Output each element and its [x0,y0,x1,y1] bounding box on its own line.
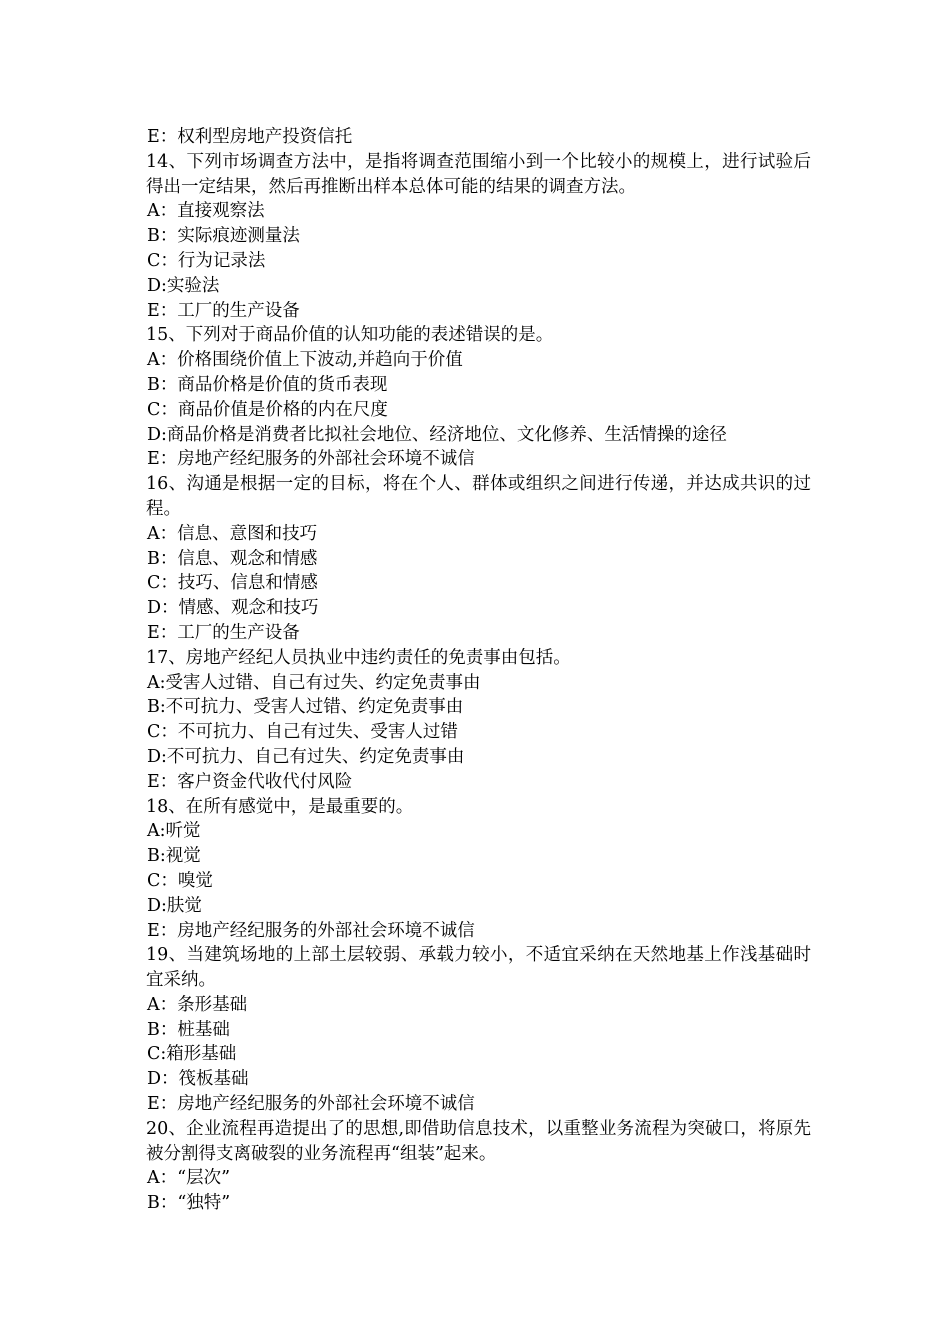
question-18-option-d: D:肤觉 [147,895,202,916]
question-17-option-c: C：不可抗力、自己有过失、受害人过错 [147,722,458,743]
question-15-option-a: A：价格围绕价值上下波动,并趋向于价值 [147,350,463,371]
question-16-stem: 16、沟通是根据一定的目标，将在个人、群体或组织之间进行传递，并达成共识的过程。 [146,474,811,519]
question-15-option-b: B：商品价格是价值的货币表现 [147,374,388,395]
question-20-option-a: A：“层次” [147,1168,231,1189]
question-14-option-d: D:实验法 [147,275,220,296]
question-14-option-b: B：实际痕迹测量法 [147,226,300,247]
question-20-stem: 20、企业流程再造提出了的思想,即借助信息技术，以重整业务流程为突破口，将原先被分割得支离破裂的业务流程再“组装”起来。 [146,1118,811,1164]
question-20-option-b: B：“独特” [147,1193,231,1214]
question-18-option-b: B:视觉 [147,846,201,867]
question-15-option-c: C：商品价值是价格的内在尺度 [147,399,388,420]
question-16-option-d: D：情感、观念和技巧 [147,598,319,619]
question-17-option-a: A:受害人过错、自己有过失、约定免责事由 [147,672,481,693]
question-16-option-a: A：信息、意图和技巧 [147,523,318,544]
question-15-option-d: D:商品价格是消费者比拟社会地位、经济地位、文化修养、生活情操的途径 [147,424,727,445]
question-15-stem: 15、下列对于商品价值的认知功能的表述错误的是。 [146,325,554,346]
question-17-stem: 17、房地产经纪人员执业中违约责任的免责事由包括。 [146,647,571,668]
question-16-option-e: E：工厂的生产设备 [147,622,300,643]
question-19-option-a: A：条形基础 [147,994,248,1015]
question-17-option-e: E：客户资金代收代付风险 [147,771,353,792]
question-19-option-e: E：房地产经纪服务的外部社会环境不诚信 [147,1094,475,1115]
question-19-stem: 19、当建筑场地的上部土层较弱、承载力较小，不适宜采纳在天然地基上作浅基础时宜采纳。 [146,945,811,991]
question-19-option-c: C:箱形基础 [147,1044,237,1065]
question-18-option-e: E：房地产经纪服务的外部社会环境不诚信 [147,920,475,941]
question-17-option-b: B:不可抗力、受害人过错、约定免责事由 [147,697,464,718]
question-14-option-c: C：行为记录法 [147,250,266,271]
question-17-option-d: D:不可抗力、自己有过失、约定免责事由 [147,746,465,767]
question-18-option-a: A:听觉 [147,821,201,842]
question-15-option-e: E：房地产经纪服务的外部社会环境不诚信 [147,449,475,470]
question-14-option-e: E：工厂的生产设备 [147,300,300,321]
question-18-option-c: C：嗅觉 [147,870,213,891]
question-18-stem: 18、在所有感觉中，是最重要的。 [146,796,414,817]
question-16-option-c: C：技巧、信息和情感 [147,573,318,594]
question-19-option-d: D：筏板基础 [147,1069,249,1090]
question-16-option-b: B：信息、观念和情感 [147,548,318,569]
question-19-option-b: B：桩基础 [147,1019,230,1040]
question-14-option-a: A：直接观察法 [147,201,265,222]
option-e-previous: E：权利型房地产投资信托 [147,127,353,147]
question-14-stem: 14、下列市场调查方法中，是指将调查范围缩小到一个比较小的规模上，进行试验后得出一定结果，然后再推断出样本总体可能的结果的调查方法。 [146,151,811,197]
question-list [146,125,811,1216]
